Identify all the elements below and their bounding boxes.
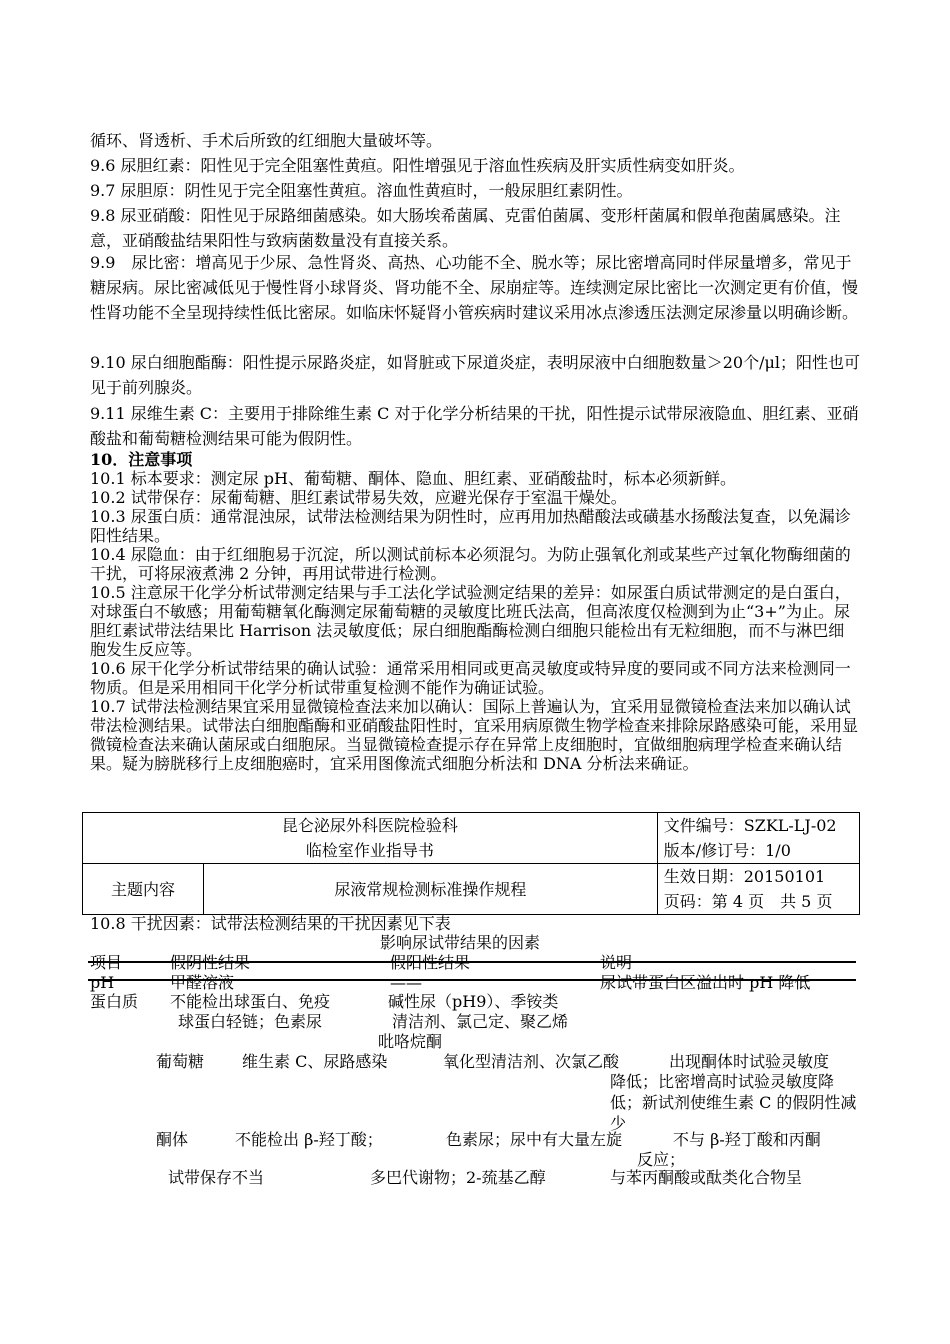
row-ketone-note-3: 与苯丙酮酸或酞类化合物呈 [610, 1168, 803, 1187]
row-ketone-note-2: 反应； [637, 1150, 686, 1169]
interference-intro: 10.8 干扰因素：试带法检测结果的干扰因素见下表 [90, 914, 451, 933]
header-subject: 尿液常规检测标准操作规程 [204, 864, 658, 915]
header-doc-type: 临检室作业指导书 [305, 841, 434, 860]
interference-caption: 影响尿试带结果的因素 [380, 933, 541, 952]
paragraph-10-7: 10.7 试带法检测结果宜采用显微镜检查法来加以确认：国际上普遍认为，宜采用显微镜检查法来加以确认试带法检测结果。试带法白细胞酯酶和亚硝酸盐阳性时，宜采用病原微生物学检查来排除尿路感染可能，采用显微镜检查法来确认菌尿或白细胞尿。当显微镜检查提示存在异常上皮细胞时，宜做细胞病理学检查来确认结果。疑为膀胱移行上皮细胞癌时，宜采用图像流式细胞分析法和 DNA 分析法来确证。 [90, 697, 859, 773]
paragraph-9-6: 9.6 尿胆红素：阳性见于完全阻塞性黄疸。阳性增强见于溶血性疾病及肝实质性病变如肝炎。 [90, 156, 745, 175]
row-ph-false-negative: 甲醛溶液 [170, 973, 235, 992]
paragraph-9-10: 9.10 尿白细胞酯酶：阳性提示尿路炎症，如肾脏或下尿道炎症，表明尿液中白细胞数量＞20个/μl；阳性也可见于前列腺炎。 [90, 353, 860, 397]
row-glucose-note-2: 降低；比密增高时试验灵敏度降低；新试剂使维生素 C 的假阴性减少 [610, 1072, 857, 1133]
row-protein-false-negative-2: 球蛋白轻链；色素尿 [178, 1012, 323, 1031]
paragraph-10-3: 10.3 尿蛋白质：通常混浊尿，试带法检测结果为阴性时，应再用加热醋酸法或磺基水扬酸法复查，以免漏诊阳性结果。 [90, 507, 851, 545]
row-protein-false-positive-1: 碱性尿（pH9）、季铵类 [388, 992, 559, 1011]
column-header-item: 项目 [90, 953, 123, 972]
row-ketone-false-positive-2: 多巴代谢物；2-巯基乙醇 [370, 1168, 546, 1187]
paragraph-continuation: 循环、肾透析、手术后所致的红细胞大量破坏等。 [90, 131, 443, 150]
table-rule-header [88, 979, 856, 981]
row-protein-false-negative-1: 不能检出球蛋白、免疫 [170, 992, 331, 1011]
row-glucose-false-positive: 氧化型清洁剂、次氯乙酸 [443, 1052, 620, 1071]
row-ketone-item: 酮体 [156, 1130, 189, 1149]
paragraph-10-6: 10.6 尿干化学分析试带结果的确认试验：通常采用相同或更高灵敏度或特异度的要同或不同方法来检测同一物质。但是采用相同干化学分析试带重复检测不能作为确证试验。 [90, 659, 851, 697]
row-ketone-note-1: 不与 β-羟丁酸和丙酮 [673, 1130, 821, 1149]
table-rule-top [88, 961, 856, 963]
paragraph-9-11: 9.11 尿维生素 C：主要用于排除维生素 C 对于化学分析结果的干扰，阳性提示试带尿液隐血、胆红素、亚硝酸盐和葡萄糖检测结果可能为假阴性。 [90, 404, 859, 448]
row-ketone-false-negative-2: 试带保存不当 [168, 1168, 265, 1187]
row-protein-item: 蛋白质 [90, 992, 139, 1011]
paragraph-10-2: 10.2 试带保存：尿葡萄糖、胆红素试带易失效，应避光保存于室温干燥处。 [90, 488, 627, 507]
paragraph-10-5: 10.5 注意尿干化学分析试带测定结果与手工法化学试验测定结果的差异：如尿蛋白质试带测定的是白蛋白，对球蛋白不敏感；用葡萄糖氧化酶测定尿葡萄糖的灵敏度比班氏法高，但高浓度仅检测到为止“3+”为止。尿胆红素试带法结果比 Harrison 法灵敏度低；尿白细胞酯酶检测白细胞只能检出有无粒细胞，而不与淋巴细胞发生反应等。 [90, 583, 851, 659]
row-glucose-note-1: 出现酮体时试验灵敏度 [669, 1052, 830, 1071]
document-header-table [82, 812, 860, 915]
row-ph-note: 尿试带蛋白区溢出时 pH 降低 [600, 973, 811, 992]
column-header-note: 说明 [600, 953, 633, 972]
row-glucose-false-negative: 维生素 C、尿路感染 [242, 1052, 388, 1071]
row-ph-false-positive: —— [390, 973, 422, 992]
paragraph-10-4: 10.4 尿隐血：由于红细胞易于沉淀，所以测试前标本必须混匀。为防止强氧化剂或某些产过氧化物酶细菌的干扰，可将尿液煮沸 2 分钟，再用试带进行检测。 [90, 545, 851, 583]
column-header-false-positive: 假阳性结果 [390, 953, 471, 972]
header-version: 版本/修订号：1/0 [663, 841, 791, 860]
column-header-false-negative: 假阴性结果 [170, 953, 251, 972]
header-effective-page [657, 864, 859, 915]
row-ketone-false-negative: 不能检出 β-羟丁酸； [235, 1130, 383, 1149]
paragraph-10-1: 10.1 标本要求：测定尿 pH、葡萄糖、酮体、隐血、胆红素、亚硝酸盐时，标本必须新鲜。 [90, 469, 736, 488]
header-file-version [657, 813, 859, 864]
row-protein-false-positive-2: 清洁剂、氯己定、聚乙烯 [392, 1012, 569, 1031]
row-glucose-item: 葡萄糖 [156, 1052, 205, 1071]
paragraph-9-8: 9.8 尿亚硝酸：阳性见于尿路细菌感染。如大肠埃希菌属、克雷伯菌属、变形杆菌属和假单孢菌属感染。注意，亚硝酸盐结果阳性与致病菌数量没有直接关系。 [90, 206, 841, 250]
section-heading-10: 10．注意事项 [90, 450, 193, 469]
header-page-number: 页码：第 4 页 共 5 页 [663, 892, 833, 911]
row-protein-false-positive-3: 吡咯烷酮 [378, 1032, 443, 1051]
row-ph-item: pH [90, 973, 115, 992]
header-effective-date: 生效日期：20150101 [663, 867, 826, 886]
header-file-no: 文件编号：SZKL-LJ-02 [663, 816, 837, 835]
header-org [83, 813, 658, 864]
row-ketone-false-positive: 色素尿；尿中有大量左旋 [446, 1130, 623, 1149]
paragraph-9-9: 9.9 尿比密：增高见于少尿、急性肾炎、高热、心功能不全、脱水等；尿比密增高同时伴尿量增多，常见于糖尿病。尿比密减低见于慢性肾小球肾炎、肾功能不全、尿崩症等。连续测定尿比密比一次测定更有价值，慢性肾功能不全呈现持续性低比密尿。如临床怀疑肾小管疾病时建议采用冰点渗透压法测定尿渗量以明确诊断。 [90, 253, 859, 322]
paragraph-9-7: 9.7 尿胆原：阴性见于完全阻塞性黄疸。溶血性黄疸时，一般尿胆红素阴性。 [90, 181, 633, 200]
header-org-name: 昆仑泌尿外科医院检验科 [281, 816, 458, 835]
header-subject-label: 主题内容 [83, 864, 204, 915]
